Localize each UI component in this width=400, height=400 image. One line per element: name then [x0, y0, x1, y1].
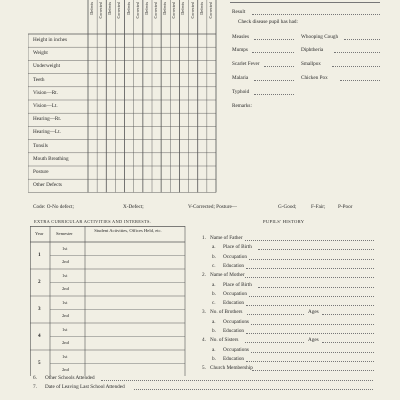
health-column-header: Corrected	[207, 2, 213, 19]
history-field[interactable]	[245, 240, 374, 241]
history-item-number: 3.	[202, 309, 206, 316]
history-item-number: b.	[212, 253, 216, 260]
activities-header: Student Activities, Offices Held, etc.	[94, 228, 162, 233]
disease-panel	[224, 0, 382, 196]
footer-item-number: 7.	[33, 384, 37, 390]
measles-field[interactable]	[254, 39, 294, 40]
disease-whooping-cough[interactable]: Whooping Cough	[301, 34, 339, 40]
chicken-pox-field[interactable]	[340, 80, 380, 81]
disease-mumps[interactable]: Mumps	[232, 47, 248, 53]
semester-label: 2nd	[62, 340, 69, 345]
history-item-number: 5.	[202, 365, 206, 372]
history-field[interactable]	[249, 259, 375, 260]
history-field[interactable]	[245, 342, 304, 343]
history-item-number: a.	[212, 281, 216, 288]
malaria-field[interactable]	[254, 80, 294, 81]
year-header: Year	[35, 231, 44, 236]
activities-labels	[30, 226, 190, 376]
history-field[interactable]	[247, 314, 304, 315]
health-column-headers	[88, 0, 216, 34]
history-item-label: Occupation	[223, 290, 247, 297]
history-item-label: Education	[223, 355, 245, 362]
history-item[interactable]	[196, 366, 378, 374]
smallpox-field[interactable]	[332, 66, 380, 67]
history-item[interactable]	[196, 301, 378, 309]
history-field[interactable]	[246, 305, 374, 306]
year-number: 2	[38, 279, 41, 285]
history-item[interactable]	[196, 273, 378, 281]
semester-label: 1st	[62, 272, 68, 278]
disease-smallpox[interactable]: Smallpox	[301, 61, 321, 67]
health-row-label: Posture	[33, 169, 49, 175]
history-item-number: b.	[212, 328, 216, 334]
footer-item-label: Other Schools Attended	[45, 375, 95, 381]
code-p: P-Poor	[338, 204, 353, 210]
history-item-number: 4.	[202, 337, 206, 344]
history-item-number: 2.	[202, 272, 206, 279]
remarks-label: Remarks:	[232, 103, 252, 109]
health-column-header: Corrected	[153, 2, 158, 19]
semester-label: 2nd	[62, 367, 69, 372]
history-item-label: Church Membership	[210, 365, 253, 372]
history-item-number: 1.	[202, 235, 206, 241]
footer-field[interactable]	[101, 380, 373, 381]
semester-label: 2nd	[62, 313, 69, 318]
history-item-number: a.	[212, 318, 216, 325]
health-row-label: Weight	[33, 50, 48, 57]
result-label: Result	[232, 9, 246, 15]
health-column-header: Defects	[198, 2, 204, 15]
ages-field[interactable]	[322, 314, 374, 315]
history-item-label: Place of Birth	[223, 281, 252, 288]
year-number: 3	[38, 306, 41, 312]
history-field[interactable]	[251, 324, 374, 325]
semester-label: 2nd	[62, 286, 69, 291]
footer-field[interactable]	[134, 389, 373, 390]
history-field[interactable]	[258, 249, 374, 250]
year-number: 1	[38, 252, 41, 258]
history-item[interactable]	[196, 357, 378, 365]
health-row-label: Underweight	[33, 63, 61, 70]
health-column-header: Defects	[89, 2, 94, 15]
history-item-number: c.	[212, 300, 216, 307]
health-row-label: Height in inches	[33, 37, 67, 43]
history-item-label: Place of Birth	[223, 244, 252, 251]
code-v: V-Corrected; Posture—	[188, 204, 237, 210]
mumps-field[interactable]	[252, 52, 294, 53]
health-column-header: Corrected	[98, 2, 104, 19]
health-row-label: Hearing—Lt.	[33, 129, 61, 136]
health-column-header: Corrected	[189, 2, 195, 19]
scarlet-field[interactable]	[264, 66, 294, 67]
typhoid-field[interactable]	[254, 94, 294, 95]
semester-label: 2nd	[62, 259, 69, 264]
history-item-number: b.	[212, 355, 216, 362]
disease-scarlet-fever[interactable]: Scarlet Fever	[232, 61, 260, 67]
footer-item-label: Date of Leaving Last School Attended	[45, 384, 125, 390]
health-column-header: Corrected	[134, 2, 140, 19]
year-number: 4	[38, 333, 41, 339]
health-column-header: Defects	[125, 2, 131, 15]
health-row-label: Teeth	[33, 76, 45, 83]
health-row-labels	[33, 0, 88, 196]
code-legend	[33, 205, 378, 213]
history-item[interactable]	[196, 310, 378, 318]
disease-chicken-pox[interactable]: Chicken Pox	[301, 75, 328, 81]
history-item[interactable]	[196, 320, 378, 328]
history-item[interactable]	[196, 245, 378, 253]
footer-items	[33, 374, 378, 400]
health-row-label: Other Defects	[33, 182, 62, 189]
history-item-label: Occupations	[223, 346, 249, 353]
history-item[interactable]	[196, 292, 378, 300]
health-row-label: Vision—Rt.	[33, 89, 58, 96]
pupils-history-title: PUPILS' HISTORY	[263, 219, 305, 224]
health-column-header: Defects	[162, 2, 168, 15]
history-item-label: No. of Brothers	[210, 309, 243, 316]
history-item-number: a.	[212, 346, 216, 353]
health-column-header: Corrected	[171, 2, 177, 19]
history-item-label: No. of Sisters	[210, 337, 239, 344]
ages-field[interactable]	[322, 342, 374, 343]
footer-item-number: 6.	[33, 375, 37, 381]
health-column-header: Defects	[180, 2, 186, 15]
pupils-history-list	[196, 236, 381, 376]
history-item[interactable]	[196, 255, 378, 263]
ages-label: Ages	[308, 309, 319, 316]
code-x: X-Defect;	[123, 204, 144, 210]
ages-label: Ages	[308, 337, 319, 344]
semester-label: 1st	[62, 299, 68, 305]
result-field[interactable]	[252, 14, 380, 15]
history-field[interactable]	[246, 333, 374, 334]
disease-typhoid[interactable]: Typhoid	[232, 89, 250, 95]
history-item-label: Name of Father	[210, 235, 243, 241]
health-column-header: Defects	[143, 2, 149, 15]
semester-label: 1st	[62, 326, 68, 332]
year-number: 5	[38, 360, 41, 366]
history-item-label: Education	[223, 262, 245, 269]
semester-label: 1st	[62, 245, 68, 251]
history-item-number: b.	[212, 290, 216, 297]
history-item-label: Education	[223, 300, 245, 307]
disease-measles[interactable]: Measles	[232, 34, 249, 40]
history-field[interactable]	[246, 361, 374, 362]
health-column-header: Defects	[107, 2, 113, 15]
code-o: Code: O-No defect;	[33, 204, 74, 210]
history-field[interactable]	[258, 287, 374, 288]
whooping-field[interactable]	[344, 39, 380, 40]
health-column-header: Corrected	[116, 2, 122, 19]
semester-header: Semester	[56, 231, 73, 236]
health-row-label: Vision—Lt.	[33, 103, 58, 109]
history-item-label: Education	[223, 328, 245, 334]
health-row-label: Mouth Breathing	[33, 155, 69, 162]
history-item[interactable]	[196, 329, 378, 337]
disease-malaria[interactable]: Malaria	[232, 75, 249, 81]
diphtheria-field[interactable]	[334, 52, 380, 53]
disease-instruction: Check disease pupil has had:	[238, 19, 298, 25]
code-f: F-Fair;	[311, 204, 326, 210]
history-item-number: c.	[212, 262, 216, 269]
history-item[interactable]	[196, 348, 378, 356]
history-field[interactable]	[249, 296, 375, 297]
history-item[interactable]	[196, 338, 378, 346]
history-item-label: Name of Mother	[210, 272, 245, 279]
history-field[interactable]	[252, 370, 374, 371]
activities-title: EXTRA CURRICULAR ACTIVITIES AND INTERESTS.	[34, 219, 152, 224]
health-row-label: Hearing—Rt.	[33, 116, 62, 123]
history-field[interactable]	[245, 277, 374, 278]
history-item[interactable]	[196, 283, 378, 291]
history-field[interactable]	[246, 268, 374, 269]
history-item-label: Occupation	[223, 253, 247, 260]
history-item[interactable]	[196, 264, 378, 272]
health-row-label: Tonsils	[33, 142, 48, 149]
history-item[interactable]	[196, 236, 378, 244]
code-g: G-Good;	[278, 204, 297, 210]
history-field[interactable]	[251, 352, 374, 353]
disease-diphtheria[interactable]: Diphtheria	[301, 47, 324, 53]
history-item-number: a.	[212, 244, 216, 251]
semester-label: 1st	[62, 353, 68, 359]
history-item-label: Occupations	[223, 318, 249, 325]
